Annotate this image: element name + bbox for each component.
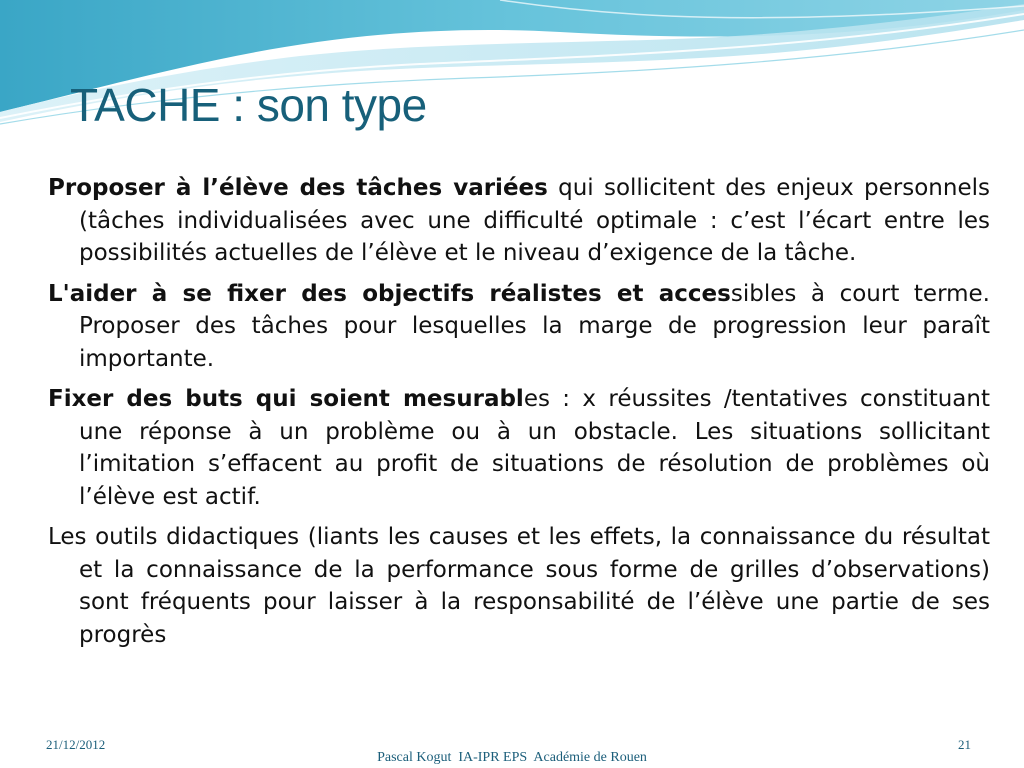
paragraph-realistic-goals: [48, 278, 990, 376]
paragraph-text: es : x réussites /tentatives constituant une réponse à un problème ou à un obstacle. Les situations sollicitant l’imitation s’effacent au profit de situations de résolution de problèmes où l’élève est actif.: [79, 386, 990, 510]
slide-title: TACHE : son type: [70, 79, 427, 131]
slide-body: [48, 172, 990, 659]
paragraph-bold-text: Proposer à l’élève des tâches variées: [48, 175, 548, 201]
paragraph-text: qui sollicitent des enjeux personnels (tâches individualisées avec une difficulté optimale : c’est l’écart entre les possibilités actuelles de l’élève et le niveau d’exigence de la tâche.: [79, 175, 990, 266]
paragraph-measurable-goals: [48, 383, 990, 513]
paragraph-text: sibles à court terme. Proposer des tâches pour lesquelles la marge de progression leur paraît importante.: [79, 280, 990, 372]
footer-page-number: 21: [958, 737, 971, 752]
paragraph-bold-text: L'aider à se fixer des objectifs réalistes et acces: [48, 280, 731, 307]
paragraph-text: Les outils didactiques (liants les causes et les effets, la connaissance du résultat et la connaissance de la performance sous forme de grilles d’observations) sont fréquents pour laisser à la responsabilité de l’élève une partie de ses progrès: [48, 524, 990, 648]
paragraph-bold-text: Fixer des buts qui soient mesurabl: [48, 386, 524, 412]
footer-date: 21/12/2012: [46, 737, 106, 752]
footer-author: Pascal Kogut IA-IPR EPS Académie de Rouen: [377, 750, 647, 765]
paragraph-didactic-tools: [48, 521, 990, 651]
paragraph-tasks-varied: [48, 172, 990, 270]
